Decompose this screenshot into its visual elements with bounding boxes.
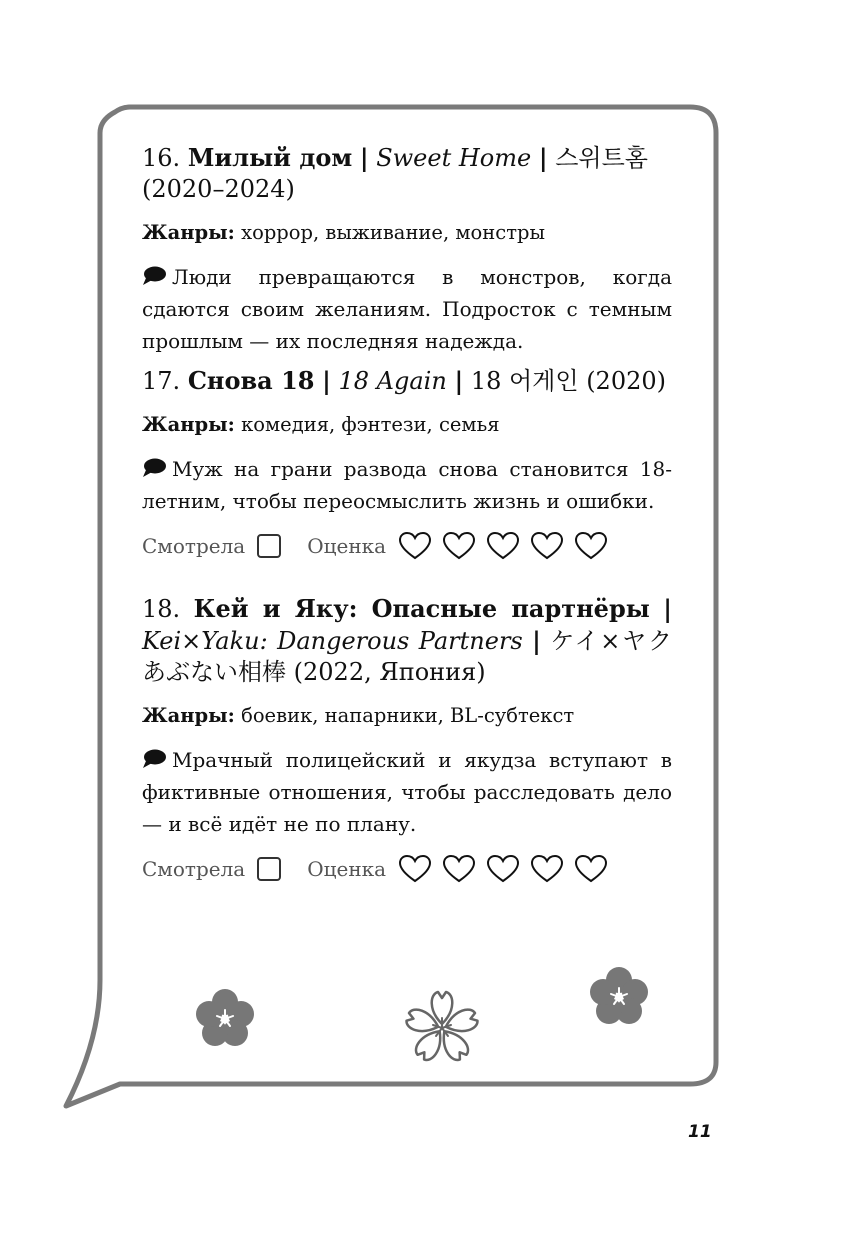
entry-number: 17. bbox=[142, 367, 181, 395]
heart-icon[interactable] bbox=[442, 854, 476, 884]
separator: | bbox=[538, 143, 548, 172]
entry-title bbox=[142, 593, 672, 688]
genres-value: хоррор, выживание, монстры bbox=[241, 221, 545, 244]
genres-value: комедия, фэнтези, семья bbox=[241, 413, 500, 436]
genres-label: Жанры: bbox=[142, 221, 235, 244]
speech-bubble-icon bbox=[142, 458, 166, 478]
title-ru: Милый дом bbox=[187, 143, 353, 172]
title-original: ケイ×ヤク あぶない相棒 bbox=[142, 627, 672, 686]
title-original: 스위트홈 bbox=[555, 144, 648, 172]
flower-icon bbox=[584, 962, 654, 1032]
genres bbox=[142, 219, 672, 247]
title-en: Sweet Home bbox=[376, 144, 532, 172]
heart-icon[interactable] bbox=[398, 531, 432, 561]
heart-icon[interactable] bbox=[574, 531, 608, 561]
watched-label: Смотрела bbox=[142, 534, 246, 558]
title-ru: Снова 18 bbox=[187, 366, 315, 395]
drama-list bbox=[142, 142, 672, 916]
genres-label: Жанры: bbox=[142, 704, 235, 727]
separator: | bbox=[359, 143, 369, 172]
title-en: Kei×Yaku: Dangerous Partners bbox=[142, 627, 523, 655]
watched-checkbox[interactable] bbox=[257, 857, 281, 881]
description-text: Люди превращаются в монстров, когда сдаются своим желаниям. Подросток с темным прошлым — их последняя надежда. bbox=[142, 265, 672, 353]
entry-title bbox=[142, 365, 672, 397]
rating-label: Оценка bbox=[307, 534, 387, 558]
separator: | bbox=[532, 626, 541, 655]
genres bbox=[142, 702, 672, 730]
heart-icon[interactable] bbox=[486, 854, 520, 884]
heart-icon[interactable] bbox=[574, 854, 608, 884]
entry-title bbox=[142, 142, 672, 205]
separator: | bbox=[322, 366, 331, 395]
watched-checkbox[interactable] bbox=[257, 534, 281, 558]
heart-icon[interactable] bbox=[442, 531, 476, 561]
rating-row bbox=[142, 529, 672, 563]
speech-bubble-icon bbox=[142, 749, 166, 769]
genres bbox=[142, 411, 672, 439]
title-en: 18 Again bbox=[338, 367, 447, 395]
description bbox=[142, 744, 672, 840]
rating-hearts bbox=[398, 854, 618, 884]
years: (2020) bbox=[586, 367, 666, 395]
years: (2020–2024) bbox=[142, 175, 295, 203]
genres-label: Жанры: bbox=[142, 413, 235, 436]
description bbox=[142, 261, 672, 357]
heart-icon[interactable] bbox=[398, 854, 432, 884]
sakura-outline-icon bbox=[398, 988, 486, 1068]
description bbox=[142, 453, 672, 517]
heart-icon[interactable] bbox=[530, 531, 564, 561]
title-ru: Кей и Яку: Опасные партнёры bbox=[193, 594, 650, 623]
description-text: Мрачный полицейский и якудза вступают в фиктивные отношения, чтобы расследовать дело — и всё идёт не по плану. bbox=[142, 748, 672, 836]
rating-hearts bbox=[398, 531, 618, 561]
entry-number: 16. bbox=[142, 144, 181, 172]
years: (2022, Япония) bbox=[293, 658, 486, 686]
heart-icon[interactable] bbox=[486, 531, 520, 561]
page-number: 11 bbox=[688, 1122, 712, 1142]
flower-icon bbox=[190, 984, 260, 1054]
entry-18 bbox=[142, 593, 672, 886]
title-original: 18 어게인 bbox=[470, 367, 579, 395]
genres-value: боевик, напарники, BL-субтекст bbox=[241, 704, 575, 727]
rating-row bbox=[142, 852, 672, 886]
watched-label: Смотрела bbox=[142, 857, 246, 881]
speech-bubble-icon bbox=[142, 266, 166, 286]
separator: | bbox=[663, 594, 672, 623]
rating-label: Оценка bbox=[307, 857, 387, 881]
description-text: Муж на грани развода снова становится 18-летним, чтобы переосмыслить жизнь и ошибки. bbox=[142, 457, 672, 513]
entry-17 bbox=[142, 365, 672, 563]
entry-number: 18. bbox=[142, 595, 181, 623]
heart-icon[interactable] bbox=[530, 854, 564, 884]
separator: | bbox=[454, 366, 464, 395]
entry-16 bbox=[142, 142, 672, 357]
